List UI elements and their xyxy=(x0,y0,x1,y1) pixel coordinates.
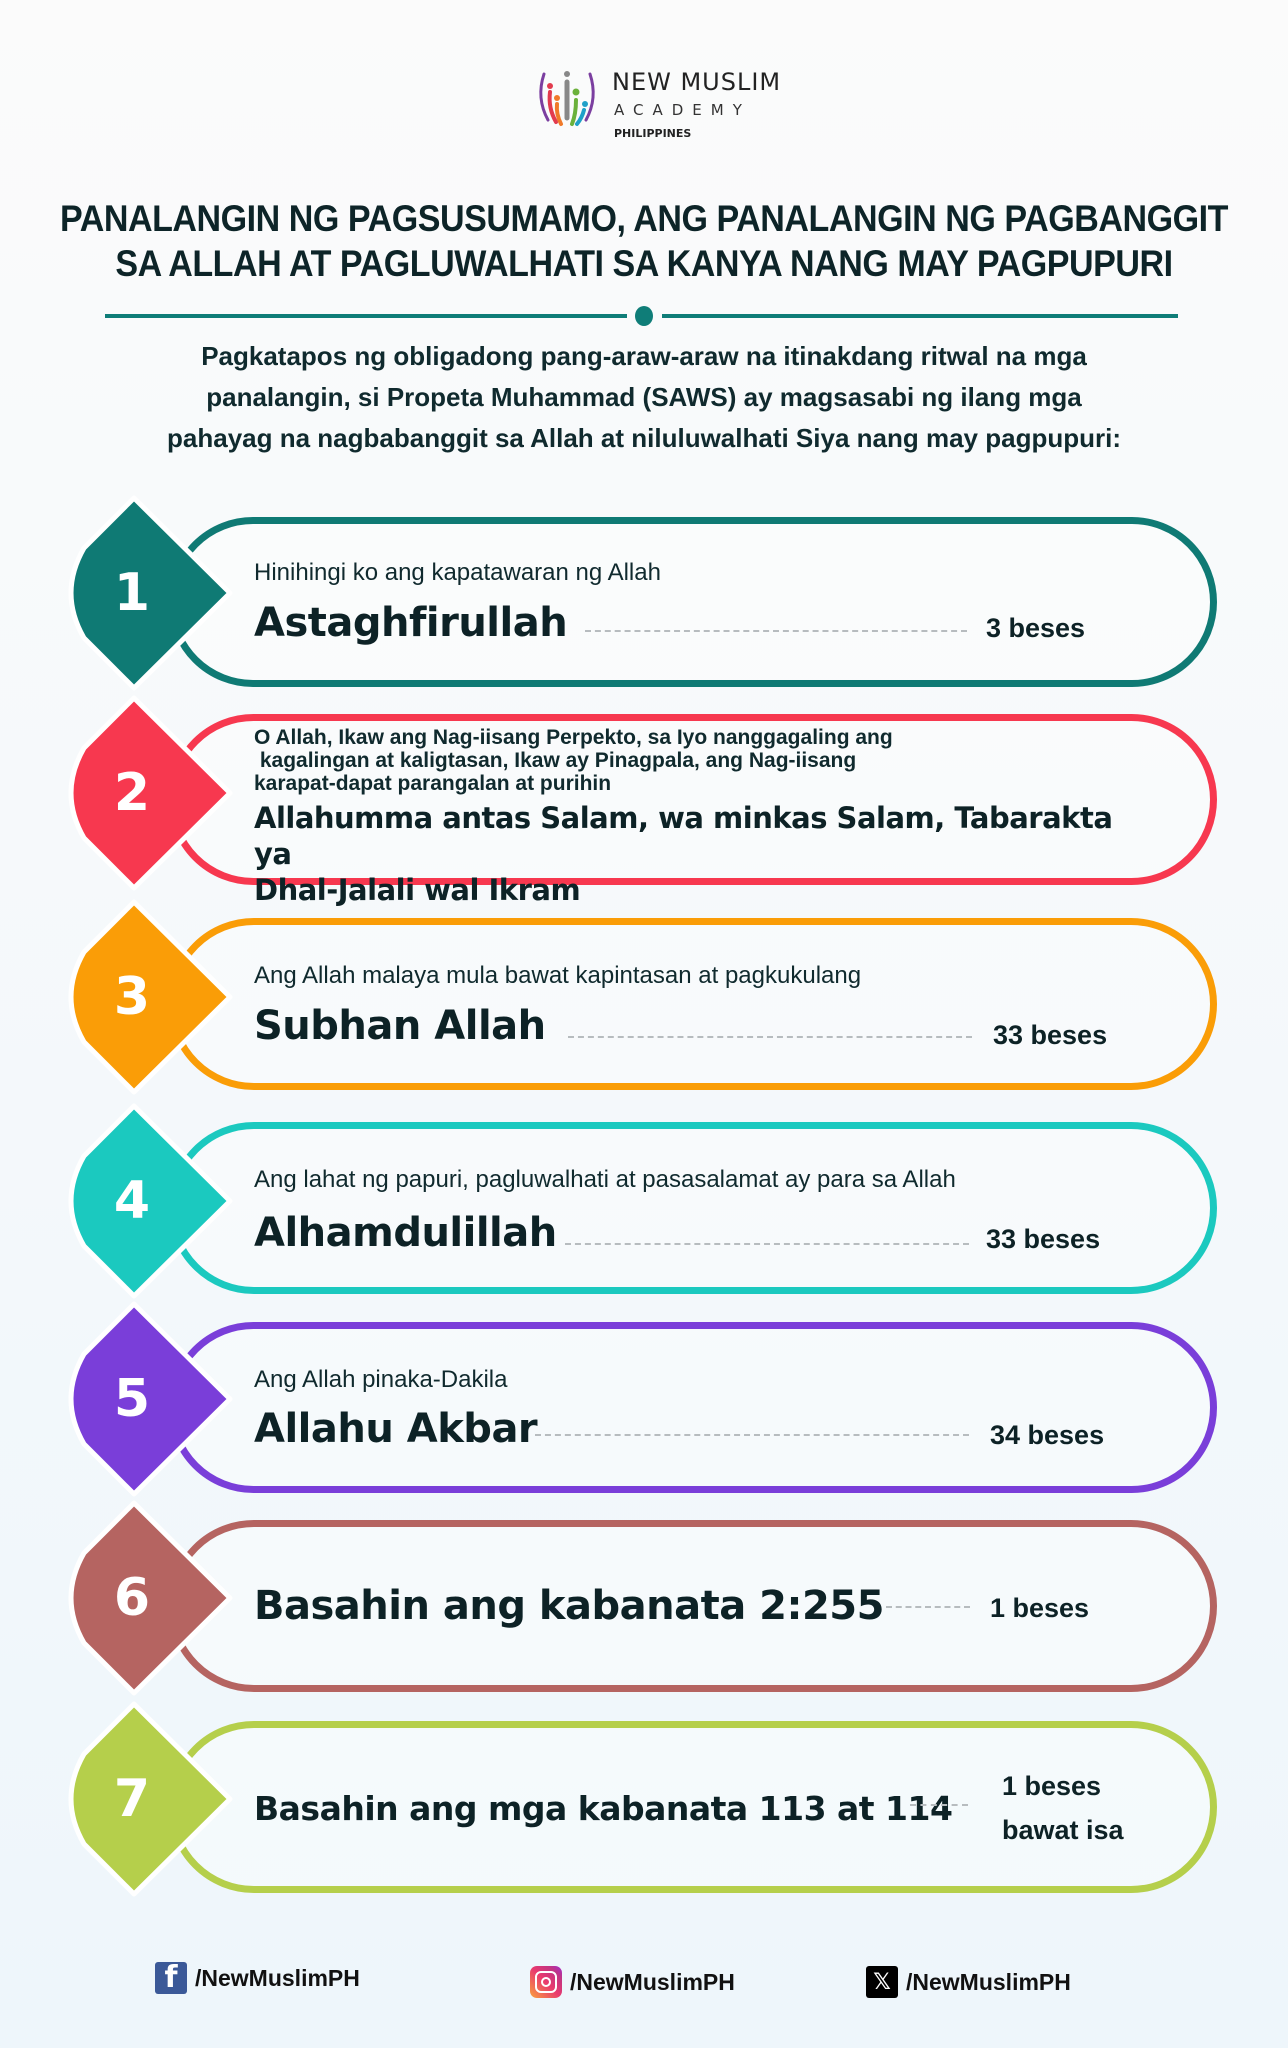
item-phrase xyxy=(254,800,1134,908)
dotted-leader xyxy=(568,1036,972,1038)
number-badge-2 xyxy=(62,696,234,890)
item-count xyxy=(1002,1764,1124,1852)
item-phrase: Alhamdulillah xyxy=(254,1210,557,1256)
item-meaning: Ang lahat ng papuri, pagluwalhati at pasasalamat ay para sa Allah xyxy=(254,1166,956,1193)
item-count: 34 beses xyxy=(990,1420,1105,1450)
number-badge-5 xyxy=(62,1302,234,1496)
item-meaning xyxy=(254,726,1014,795)
item-count: 33 beses xyxy=(993,1020,1108,1050)
item-number: 3 xyxy=(113,967,151,1027)
page-title xyxy=(52,196,1237,286)
item-phrase: Subhan Allah xyxy=(254,1003,546,1049)
dotted-leader xyxy=(585,630,967,632)
number-badge-7 xyxy=(62,1702,234,1896)
meaning-line: kagalingan at kaligtasan, Ikaw ay Pinagpala, ang Nag-iisang xyxy=(254,749,857,772)
x-icon: 𝕏 xyxy=(866,1966,898,1998)
item-count: 1 beses xyxy=(990,1593,1090,1623)
intro-line: Pagkatapos ng obligadong pang-araw-araw na itinakdang ritwal na mga xyxy=(201,341,1087,371)
facebook-icon: f xyxy=(155,1962,187,1994)
instagram-link[interactable] xyxy=(530,1966,735,1998)
instagram-icon xyxy=(530,1966,562,1998)
facebook-link[interactable] xyxy=(155,1962,360,1994)
count-line: bawat isa xyxy=(1002,1815,1124,1845)
dotted-leader xyxy=(910,1804,968,1806)
logo-subtitle: ACADEMY xyxy=(614,101,751,119)
x-handle: /NewMuslimPH xyxy=(906,1968,1071,1995)
divider xyxy=(662,314,1178,318)
item-phrase: Basahin ang mga kabanata 113 at 114 xyxy=(254,1789,953,1828)
instagram-handle: /NewMuslimPH xyxy=(570,1968,735,1995)
item-meaning: Hinihingi ko ang kapatawaran ng Allah xyxy=(254,559,661,586)
item-meaning: Ang Allah pinaka-Dakila xyxy=(254,1366,508,1393)
dotted-leader xyxy=(886,1606,970,1608)
number-badge-6 xyxy=(62,1501,234,1695)
dotted-leader xyxy=(565,1243,969,1245)
number-badge-1 xyxy=(62,496,234,690)
intro-paragraph xyxy=(0,336,1288,459)
item-phrase: Astaghfirullah xyxy=(254,600,568,646)
meaning-line: O Allah, Ikaw ang Nag-iisang Perpekto, sa Iyo nanggagaling ang xyxy=(254,726,893,749)
number-badge-3 xyxy=(62,900,234,1094)
phrase-line: Dhal-Jalali wal Ikram xyxy=(254,873,581,907)
item-phrase: Basahin ang kabanata 2:255 xyxy=(254,1583,884,1629)
item-card-4 xyxy=(168,1122,1217,1294)
phrase-line: Allahumma antas Salam, wa minkas Salam, Tabarakta ya xyxy=(254,801,1113,871)
title-line-2: SA ALLAH AT PAGLUWALHATI SA KANYA NANG MAY PAGPUPURI xyxy=(115,243,1173,284)
dotted-leader xyxy=(535,1434,969,1436)
item-count: 3 beses xyxy=(986,613,1086,643)
intro-line: panalangin, si Propeta Muhammad (SAWS) ay magsasabi ng ilang mga xyxy=(206,382,1082,412)
item-number: 7 xyxy=(113,1769,151,1829)
item-number: 2 xyxy=(113,763,151,823)
logo xyxy=(530,60,790,145)
item-count: 33 beses xyxy=(986,1224,1101,1254)
item-number: 4 xyxy=(113,1171,151,1231)
title-line-1: PANALANGIN NG PAGSUSUMAMO, ANG PANALANGIN NG PAGBANGGIT xyxy=(60,198,1228,239)
number-badge-4 xyxy=(62,1104,234,1298)
logo-name: NEW MUSLIM xyxy=(612,68,782,96)
facebook-handle: /NewMuslimPH xyxy=(195,1964,360,1991)
item-number: 6 xyxy=(113,1568,151,1628)
meaning-line: karapat-dapat parangalan at purihin xyxy=(254,772,612,795)
item-phrase: Allahu Akbar xyxy=(254,1406,538,1452)
divider-dot xyxy=(635,306,653,326)
divider xyxy=(105,314,627,318)
logo-country: PHILIPPINES xyxy=(614,127,692,140)
item-number: 5 xyxy=(113,1369,151,1429)
logo-people-icon xyxy=(534,64,600,130)
item-meaning: Ang Allah malaya mula bawat kapintasan at pagkukulang xyxy=(254,962,862,989)
x-link[interactable] xyxy=(866,1966,1071,1998)
item-number: 1 xyxy=(113,563,151,623)
count-line: 1 beses xyxy=(1002,1771,1102,1801)
intro-line: pahayag na nagbabanggit sa Allah at niluluwalhati Siya nang may pagpupuri: xyxy=(167,423,1121,453)
